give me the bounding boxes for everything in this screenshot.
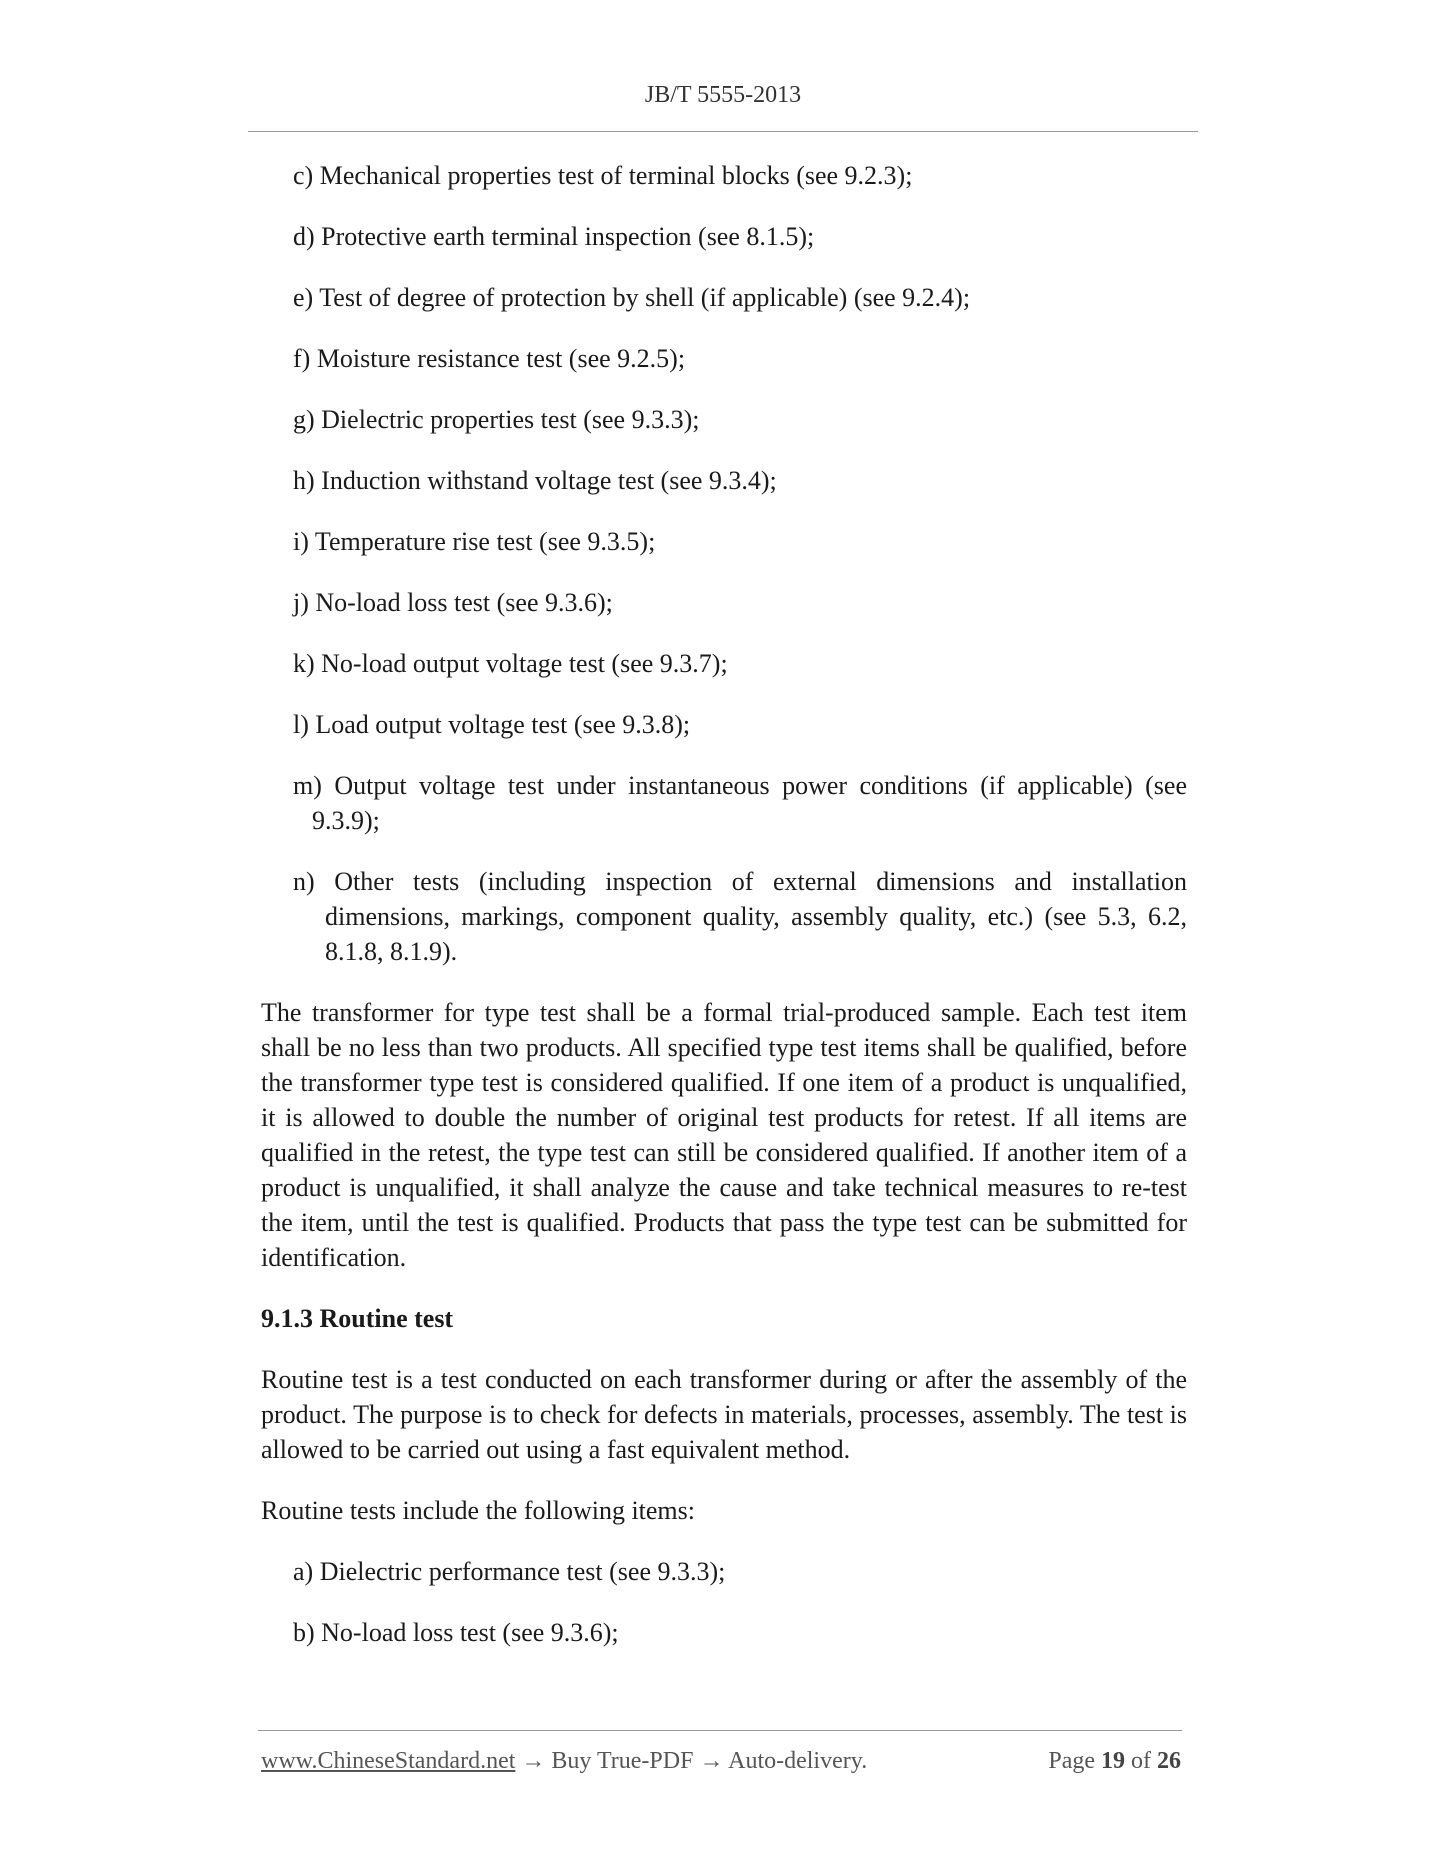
routine-test-paragraph: Routine test is a test conducted on each transformer during or after the assembly of the product. The purpose is to check for defects in materials, processes, assembly. The test is allowed to be carried out using a fast equivalent method. — [261, 1365, 1187, 1464]
list-item: m) Output voltage test under instantaneous power conditions (if applicable) (see 9.3.9); — [293, 771, 1187, 835]
list-item: i) Temperature rise test (see 9.3.5); — [293, 527, 656, 556]
list-item: a) Dielectric performance test (see 9.3.3); — [293, 1557, 726, 1586]
list-item: d) Protective earth terminal inspection (see 8.1.5); — [293, 222, 815, 251]
routine-test-intro: Routine tests include the following items: — [261, 1496, 696, 1525]
list-item: h) Induction withstand voltage test (see 9.3.4); — [293, 466, 777, 495]
page-total: 26 — [1157, 1748, 1181, 1774]
type-test-paragraph: The transformer for type test shall be a formal trial-produced sample. Each test item shall be no less than two products. All specified type test items shall be qualified, before the transformer type test is considered qualified. If one item of a product is unqualified, it is allowed to double the number of original test products for retest. If all items are qualified in the retest, the type test can still be considered qualified. If another item of a product is unqualified, it shall analyze the cause and take technical measures to re-test the item, until the test is qualified. Products that pass the type test can be submitted for identification. — [261, 998, 1187, 1272]
page-content — [261, 158, 1187, 1650]
footer-tagline: → Buy True-PDF → Auto-delivery. — [515, 1748, 868, 1774]
page-current: 19 — [1101, 1748, 1125, 1774]
footer-promo — [261, 1748, 867, 1775]
of-word: of — [1131, 1748, 1151, 1774]
list-item: j) No-load loss test (see 9.3.6); — [293, 588, 613, 617]
type-test-item-list — [261, 158, 1187, 969]
list-item: k) No-load output voltage test (see 9.3.7); — [293, 649, 728, 678]
list-item: g) Dielectric properties test (see 9.3.3); — [293, 405, 700, 434]
list-item: c) Mechanical properties test of terminal blocks (see 9.2.3); — [293, 161, 913, 190]
section-heading: 9.1.3 Routine test — [261, 1304, 454, 1333]
list-item: f) Moisture resistance test (see 9.2.5); — [293, 344, 686, 373]
page-word: Page — [1048, 1748, 1095, 1774]
list-item: n) Other tests (including inspection of external dimensions and installation dimensions, markings, component quality, assembly quality, etc.) (see 5.3, 6.2, 8.1.8, 8.1.9). — [293, 867, 1187, 966]
list-item: e) Test of degree of protection by shell (if applicable) (see 9.2.4); — [293, 283, 971, 312]
page-header: JB/T 5555-2013 — [644, 82, 802, 108]
footer-divider — [258, 1730, 1182, 1731]
list-item: b) No-load loss test (see 9.3.6); — [293, 1618, 619, 1647]
site-link[interactable]: www.ChineseStandard.net — [261, 1748, 516, 1774]
routine-test-item-list — [261, 1554, 1187, 1650]
list-item: l) Load output voltage test (see 9.3.8); — [293, 710, 691, 739]
header-divider — [248, 131, 1198, 132]
page-number — [1048, 1748, 1181, 1775]
